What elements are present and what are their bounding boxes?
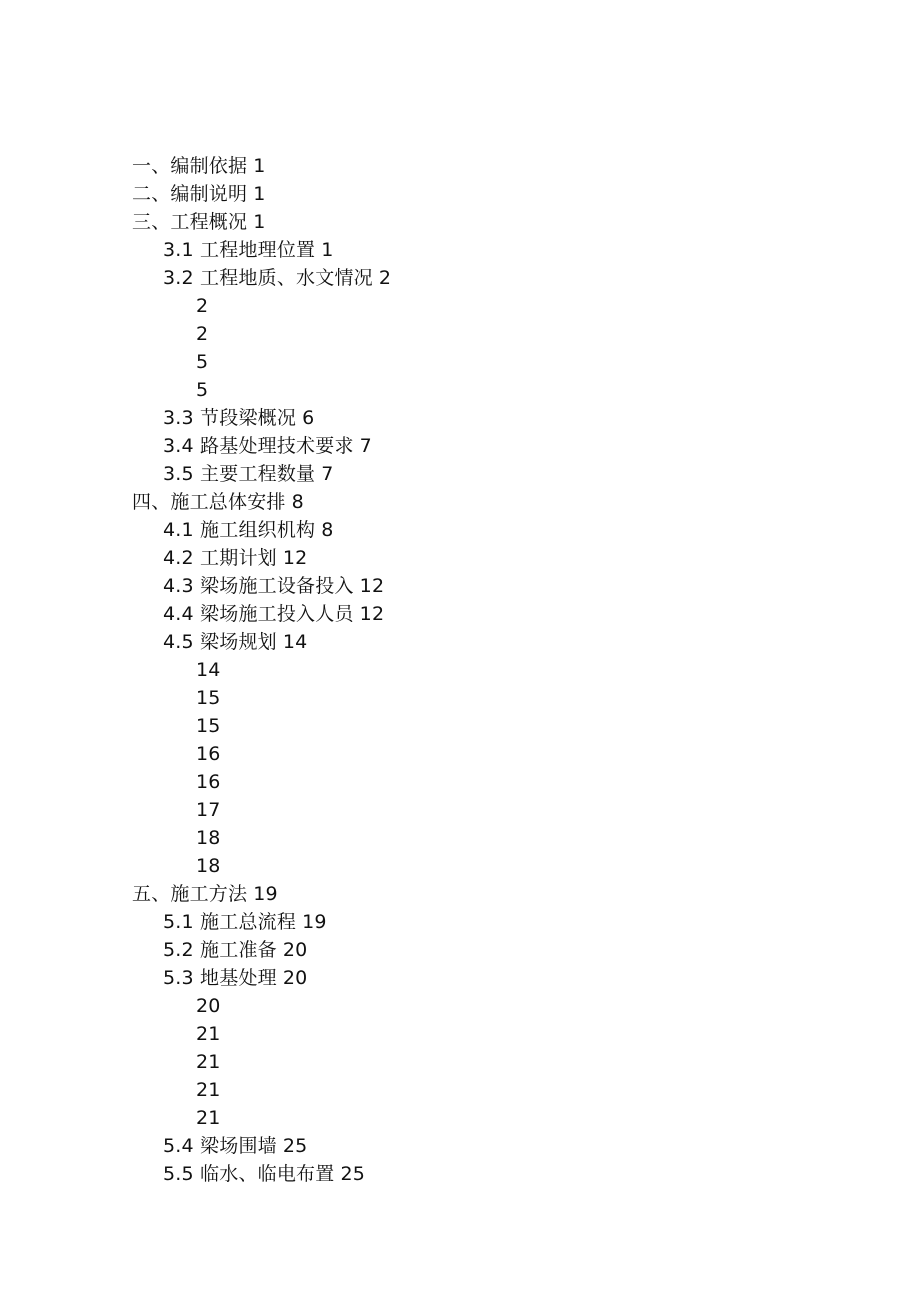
toc-entry-title: 3.3 节段梁概况 bbox=[163, 407, 297, 429]
toc-entry-level-2[interactable] bbox=[0, 264, 920, 292]
toc-entry-page-number: 14 bbox=[196, 659, 221, 681]
toc-entry-level-3[interactable] bbox=[0, 740, 920, 768]
table-of-contents bbox=[0, 152, 920, 1188]
toc-entry-page-number: 1 bbox=[253, 211, 266, 233]
toc-entry-page-number: 8 bbox=[321, 519, 334, 541]
toc-entry-page-number: 18 bbox=[196, 827, 221, 849]
toc-entry-page-number: 16 bbox=[196, 771, 221, 793]
toc-entry-page-number: 18 bbox=[196, 855, 221, 877]
toc-entry-level-3[interactable] bbox=[0, 1104, 920, 1132]
toc-entry-page-number: 2 bbox=[196, 323, 209, 345]
toc-entry-page-number: 19 bbox=[302, 911, 327, 933]
toc-entry-level-3[interactable] bbox=[0, 348, 920, 376]
toc-entry-level-3[interactable] bbox=[0, 992, 920, 1020]
toc-entry-page-number: 1 bbox=[253, 155, 266, 177]
toc-entry-level-3[interactable] bbox=[0, 684, 920, 712]
toc-entry-level-1[interactable] bbox=[0, 880, 920, 908]
toc-entry-page-number: 21 bbox=[196, 1051, 221, 1073]
toc-entry-page-number: 14 bbox=[282, 631, 308, 653]
toc-entry-title: 5.4 梁场围墙 bbox=[163, 1135, 277, 1157]
toc-entry-title: 五、施工方法 bbox=[132, 883, 248, 905]
toc-entry-level-3[interactable] bbox=[0, 656, 920, 684]
toc-entry-title: 4.3 梁场施工设备投入 bbox=[163, 575, 354, 597]
toc-entry-level-3[interactable] bbox=[0, 376, 920, 404]
toc-entry-title: 5.5 临水、临电布置 bbox=[163, 1163, 335, 1185]
toc-entry-title: 二、编制说明 bbox=[132, 183, 248, 205]
toc-entry-page-number: 1 bbox=[253, 183, 266, 205]
toc-entry-title: 5.2 施工准备 bbox=[163, 939, 277, 961]
toc-entry-page-number: 20 bbox=[282, 967, 308, 989]
toc-entry-level-1[interactable] bbox=[0, 208, 920, 236]
toc-entry-page-number: 19 bbox=[253, 883, 278, 905]
toc-entry-page-number: 16 bbox=[196, 743, 221, 765]
toc-entry-level-3[interactable] bbox=[0, 1020, 920, 1048]
toc-entry-level-2[interactable] bbox=[0, 936, 920, 964]
toc-entry-page-number: 2 bbox=[378, 267, 392, 289]
toc-entry-page-number: 1 bbox=[321, 239, 334, 261]
toc-entry-title: 一、编制依据 bbox=[132, 155, 248, 177]
toc-entry-level-2[interactable] bbox=[0, 544, 920, 572]
toc-entry-level-2[interactable] bbox=[0, 236, 920, 264]
toc-entry-title: 4.2 工期计划 bbox=[163, 547, 277, 569]
toc-entry-title: 5.3 地基处理 bbox=[163, 967, 277, 989]
toc-entry-page-number: 20 bbox=[196, 995, 221, 1017]
toc-entry-title: 三、工程概况 bbox=[132, 211, 248, 233]
toc-entry-level-1[interactable] bbox=[0, 152, 920, 180]
toc-entry-level-2[interactable] bbox=[0, 628, 920, 656]
toc-entry-page-number: 21 bbox=[196, 1023, 221, 1045]
toc-entry-title: 4.5 梁场规划 bbox=[163, 631, 277, 653]
toc-entry-title: 4.4 梁场施工投入人员 bbox=[163, 603, 354, 625]
toc-entry-level-2[interactable] bbox=[0, 600, 920, 628]
toc-entry-title: 3.5 主要工程数量 bbox=[163, 463, 316, 485]
toc-entry-level-2[interactable] bbox=[0, 908, 920, 936]
toc-entry-level-2[interactable] bbox=[0, 432, 920, 460]
toc-entry-title: 5.1 施工总流程 bbox=[163, 911, 297, 933]
toc-entry-level-3[interactable] bbox=[0, 852, 920, 880]
toc-entry-page-number: 6 bbox=[302, 407, 315, 429]
toc-entry-title: 3.2 工程地质、水文情况 bbox=[163, 267, 373, 289]
toc-entry-page-number: 7 bbox=[359, 435, 372, 457]
toc-entry-level-2[interactable] bbox=[0, 1132, 920, 1160]
toc-entry-page-number: 25 bbox=[282, 1135, 308, 1157]
toc-entry-page-number: 12 bbox=[282, 547, 308, 569]
toc-entry-level-1[interactable] bbox=[0, 488, 920, 516]
toc-entry-title: 4.1 施工组织机构 bbox=[163, 519, 316, 541]
toc-entry-page-number: 17 bbox=[196, 799, 221, 821]
toc-entry-level-3[interactable] bbox=[0, 320, 920, 348]
toc-entry-level-2[interactable] bbox=[0, 404, 920, 432]
toc-entry-page-number: 8 bbox=[291, 491, 304, 513]
toc-entry-page-number: 21 bbox=[196, 1107, 221, 1129]
toc-entry-level-2[interactable] bbox=[0, 460, 920, 488]
toc-entry-level-3[interactable] bbox=[0, 292, 920, 320]
toc-entry-level-2[interactable] bbox=[0, 572, 920, 600]
toc-entry-page-number: 2 bbox=[196, 295, 209, 317]
toc-entry-title: 3.4 路基处理技术要求 bbox=[163, 435, 354, 457]
toc-entry-title: 3.1 工程地理位置 bbox=[163, 239, 316, 261]
toc-entry-page-number: 15 bbox=[196, 687, 221, 709]
toc-entry-page-number: 20 bbox=[282, 939, 308, 961]
toc-entry-title: 四、施工总体安排 bbox=[132, 491, 286, 513]
toc-entry-page-number: 25 bbox=[340, 1163, 366, 1185]
toc-entry-level-3[interactable] bbox=[0, 1076, 920, 1104]
toc-entry-level-1[interactable] bbox=[0, 180, 920, 208]
toc-entry-page-number: 12 bbox=[359, 575, 385, 597]
toc-entry-level-2[interactable] bbox=[0, 964, 920, 992]
toc-entry-page-number: 15 bbox=[196, 715, 221, 737]
toc-entry-level-3[interactable] bbox=[0, 712, 920, 740]
toc-entry-page-number: 12 bbox=[359, 603, 385, 625]
toc-entry-page-number: 21 bbox=[196, 1079, 221, 1101]
toc-entry-level-2[interactable] bbox=[0, 1160, 920, 1188]
toc-entry-level-3[interactable] bbox=[0, 1048, 920, 1076]
toc-entry-level-2[interactable] bbox=[0, 516, 920, 544]
toc-entry-level-3[interactable] bbox=[0, 824, 920, 852]
toc-entry-level-3[interactable] bbox=[0, 796, 920, 824]
toc-entry-page-number: 5 bbox=[196, 379, 209, 401]
toc-entry-level-3[interactable] bbox=[0, 768, 920, 796]
toc-entry-page-number: 5 bbox=[196, 351, 209, 373]
toc-entry-page-number: 7 bbox=[321, 463, 334, 485]
